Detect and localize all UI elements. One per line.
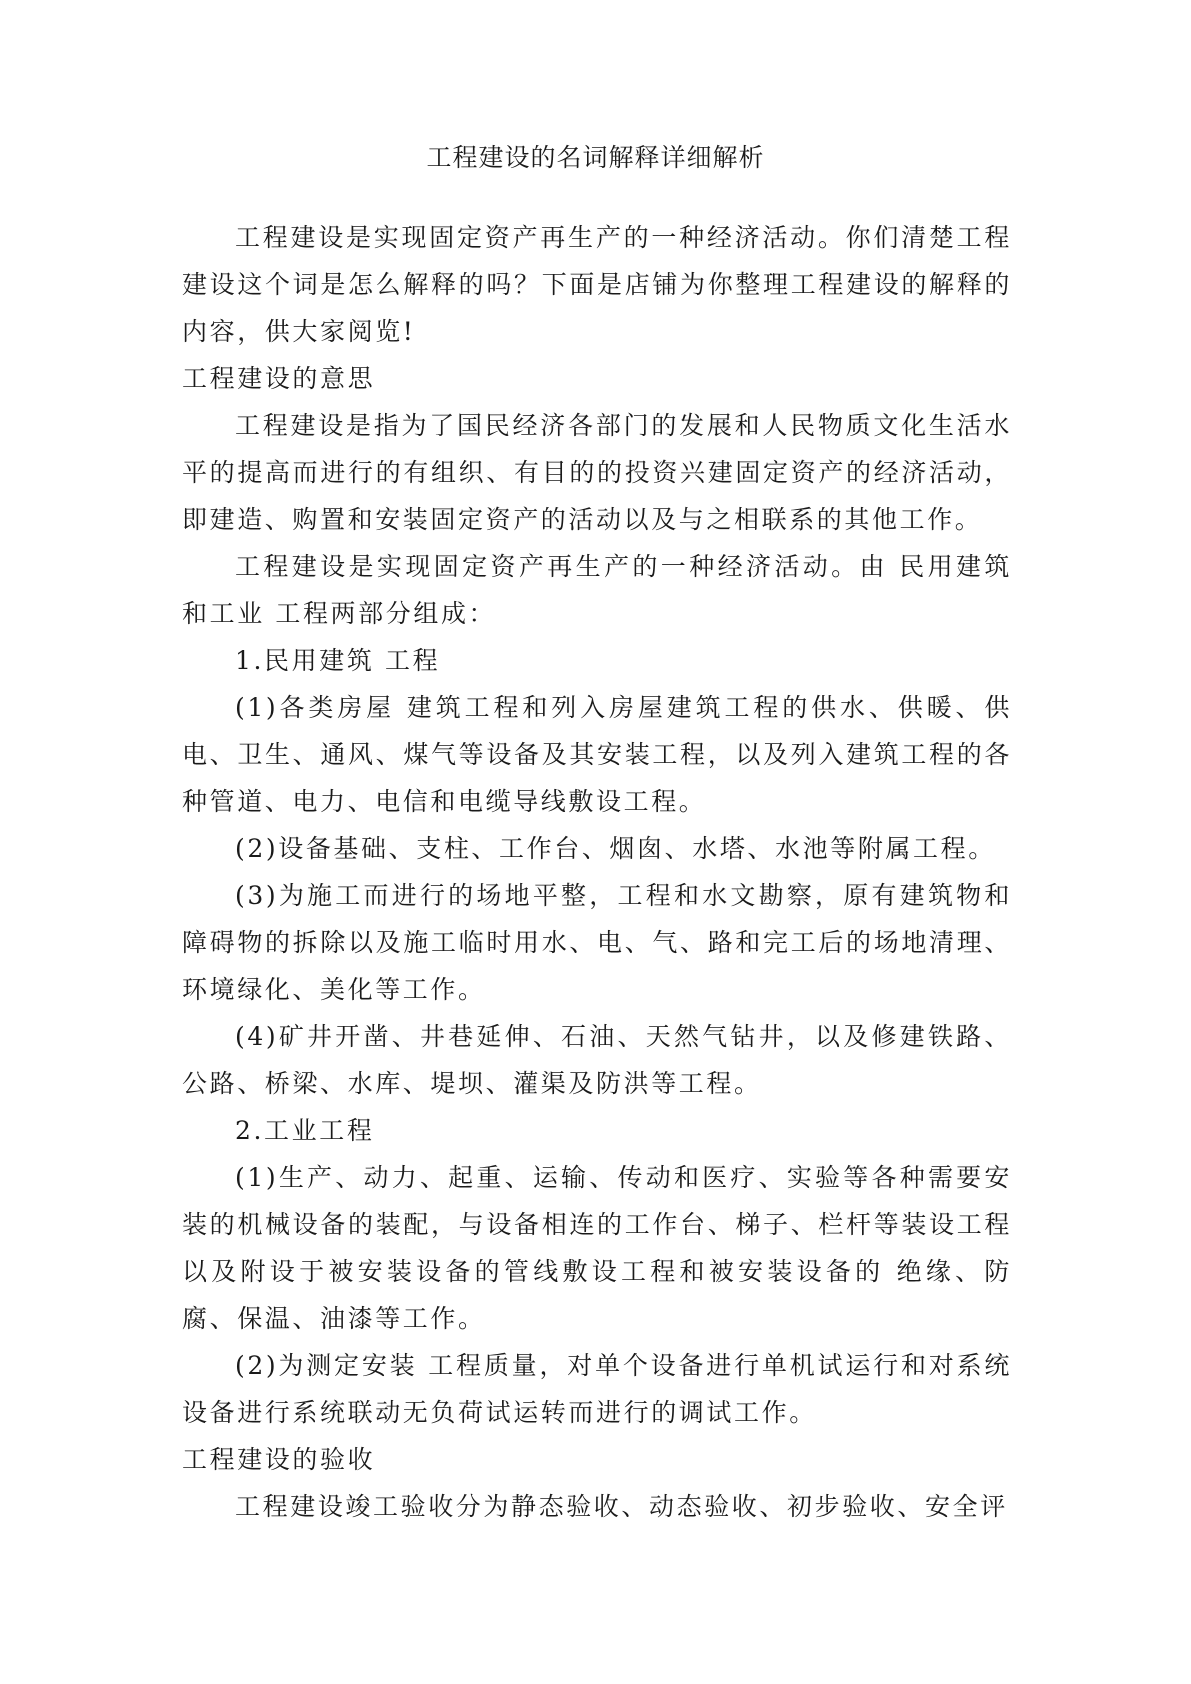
paragraph-definition: 工程建设是指为了国民经济各部门的发展和人民物质文化生活水平的提高而进行的有组织、有目的的投资兴建固定资产的经济活动，即建造、购置和安装固定资产的活动以及与之相联系的其他工作。	[182, 411, 1012, 534]
list-item-civil-1: (1)各类房屋 建筑工程和列入房屋建筑工程的供水、供暖、供电、卫生、通风、煤气等设备及其安装工程，以及列入建筑工程的各种管道、电力、电信和电缆导线敷设工程。	[182, 693, 1012, 816]
paragraph-intro: 工程建设是实现固定资产再生产的一种经济活动。你们清楚工程建设这个词是怎么解释的吗？下面是店铺为你整理工程建设的解释的内容，供大家阅览!	[182, 223, 1012, 346]
section-heading-acceptance: 工程建设的验收	[182, 1445, 376, 1474]
section-heading-meaning: 工程建设的意思	[182, 364, 376, 393]
document-body	[182, 214, 1012, 1530]
paragraph-composition: 工程建设是实现固定资产再生产的一种经济活动。由 民用建筑和工业 工程两部分组成：	[182, 552, 1012, 628]
list-item-civil-2: (2)设备基础、支柱、工作台、烟囱、水塔、水池等附属工程。	[235, 834, 996, 863]
document-title: 工程建设的名词解释详细解析	[426, 143, 765, 172]
subheading-civil-engineering: 1.民用建筑 工程	[235, 646, 441, 675]
list-item-industrial-1: (1)生产、动力、起重、运输、传动和医疗、实验等各种需要安装的机械设备的装配，与设备相连的工作台、梯子、栏杆等装设工程以及附设于被安装设备的管线敷设工程和被安装设备的 绝缘、防腐、保温、油漆等工作。	[182, 1163, 1012, 1333]
list-item-civil-4: (4)矿井开凿、井巷延伸、石油、天然气钻井，以及修建铁路、公路、桥梁、水库、堤坝、灌渠及防洪等工程。	[182, 1022, 1012, 1098]
paragraph-acceptance: 工程建设竣工验收分为静态验收、动态验收、初步验收、安全评	[235, 1492, 1008, 1521]
list-item-industrial-2: (2)为测定安装 工程质量，对单个设备进行单机试运行和对系统设备进行系统联动无负荷试运转而进行的调试工作。	[182, 1351, 1012, 1427]
list-item-civil-3: (3)为施工而进行的场地平整，工程和水文勘察，原有建筑物和障碍物的拆除以及施工临时用水、电、气、路和完工后的场地清理、环境绿化、美化等工作。	[182, 881, 1012, 1004]
subheading-industrial-engineering: 2.工业工程	[235, 1116, 375, 1145]
